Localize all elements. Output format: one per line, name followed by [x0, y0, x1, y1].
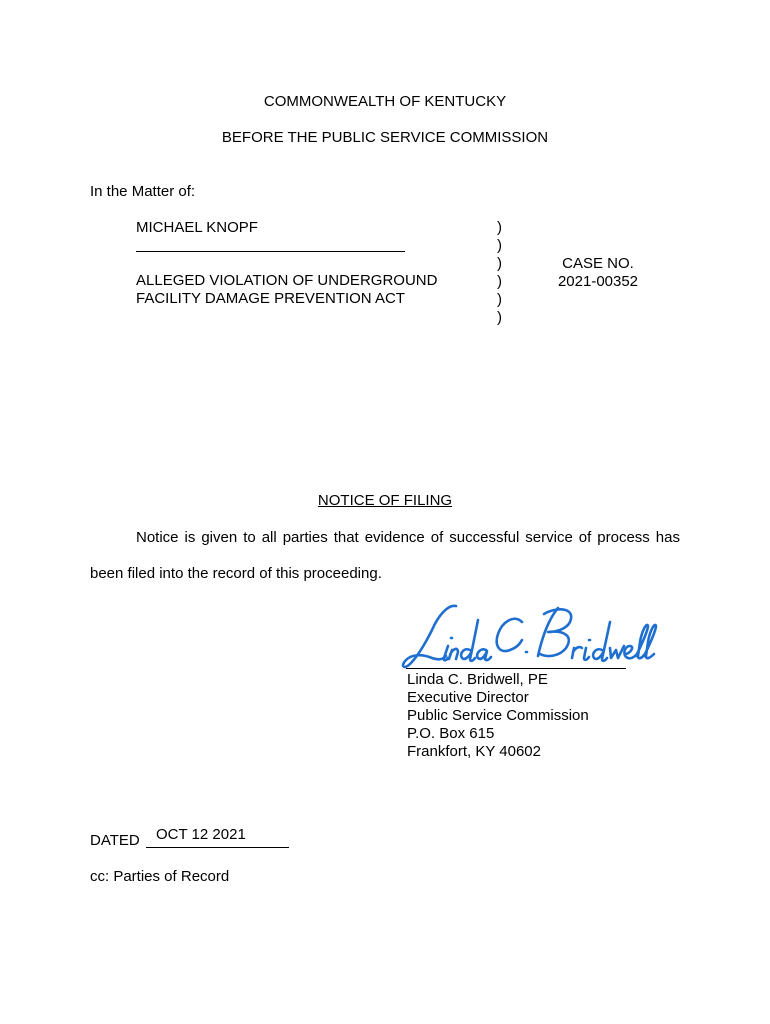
caption-paren: ) [497, 273, 502, 290]
signer-title: Executive Director [407, 689, 529, 706]
signer-address-2: Frankfort, KY 40602 [407, 743, 541, 760]
dated-value: OCT 12 2021 [156, 826, 246, 843]
caption-paren: ) [497, 309, 502, 326]
header-commonwealth: COMMONWEALTH OF KENTUCKY [263, 93, 507, 110]
notice-paragraph-line-2: been filed into the record of this proceeding. [90, 565, 382, 582]
subject-line-1: ALLEGED VIOLATION OF UNDERGROUND [136, 272, 438, 289]
party-underline [136, 251, 405, 252]
party-name: MICHAEL KNOPF [136, 219, 258, 236]
caption-paren: ) [497, 219, 502, 236]
case-number: 2021-00352 [557, 273, 639, 290]
signer-organization: Public Service Commission [407, 707, 589, 724]
signer-name: Linda C. Bridwell, PE [407, 671, 548, 688]
cc-line: cc: Parties of Record [90, 868, 230, 885]
caption-paren: ) [497, 237, 502, 254]
notice-title: NOTICE OF FILING [317, 492, 453, 509]
caption-paren: ) [497, 255, 502, 272]
header-commission: BEFORE THE PUBLIC SERVICE COMMISSION [221, 129, 549, 146]
dated-underline [146, 847, 289, 848]
signer-address-1: P.O. Box 615 [407, 725, 495, 742]
case-label: CASE NO. [562, 255, 634, 272]
notice-paragraph-line-1: Notice is given to all parties that evidence of successful service of process has [136, 529, 680, 546]
matter-intro: In the Matter of: [90, 183, 196, 200]
subject-line-2: FACILITY DAMAGE PREVENTION ACT [136, 290, 405, 307]
signature-image [398, 600, 663, 678]
signature-line [406, 668, 626, 669]
dated-label: DATED [90, 832, 140, 849]
caption-paren: ) [497, 291, 502, 308]
